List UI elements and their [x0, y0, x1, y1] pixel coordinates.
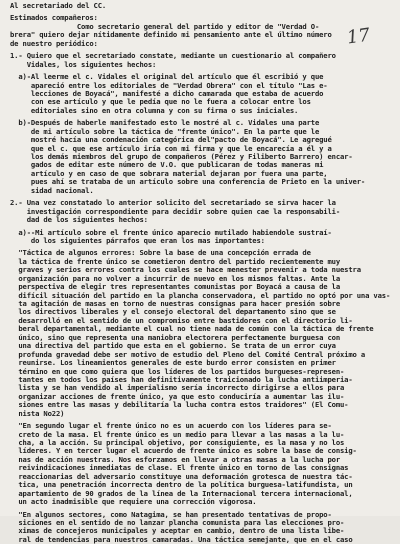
text-line: tica, una penetración incorrecta dentro de la política burguesa-latifundista, un — [10, 480, 353, 490]
text-line: de mi artículo sobre la táctica de "frente único". En la parte que le — [10, 126, 320, 136]
text-line: reaccionarias del adversario constituye una deformación grotesca de nuestra tác- — [10, 471, 353, 481]
text-line: Vidales, los siguientes hechos: — [10, 59, 157, 69]
text-line: nas de acción nuestras. Nos esforzamos en llevar a otras masas a la lucha por — [10, 454, 341, 464]
text-line: de nuestro periódico: — [10, 38, 98, 48]
text-line: único, sino que representa una maniobra electorera perfectamente burguesa con — [10, 332, 341, 342]
text-line: la táctica de frente único se cometieron dentro del partido recientemente muy — [10, 256, 341, 266]
text-line: Al secretariado del CC. — [10, 1, 107, 10]
text-line: desarrolló en el sentido de un compromiso entre bastidores con el directorio li- — [10, 315, 353, 325]
text-line: creto de la masa. El frente único es un medio para llevar a las masas a la lu- — [10, 429, 345, 439]
text-line: "Táctica de algunos errores: Sobre la base de una concepción errada de — [10, 248, 311, 258]
text-line: Como secretario general del partido y editor de "Verdad O- — [10, 21, 320, 31]
text-line: "En segundo lugar el frente único no es un acuerdo con los líderes para se- — [10, 421, 332, 431]
text-line: organizar acciones de frente único, ya que esto conduciría a aumentar las ilu- — [10, 391, 345, 401]
text-line: brera" quiero dejar nítidamente definido mi pensamiento ante el último número — [10, 30, 332, 40]
text-line: que el c. que ese artículo iría con mi firma y que le encarecía a él y a — [10, 143, 332, 153]
text-line: lecciones de Boyacá", manifesté a dicho camarada que estaba de acuerdo — [10, 88, 324, 98]
text-line: 2.- Una vez constatado lo anterior solicito del secretariado se sirva hacer la — [10, 198, 336, 208]
text-line: líderes. Y en tercer lugar el acuerdo de frente único es sobre la base de consig- — [10, 446, 357, 456]
text-line: gados de editar este número de V.O. que publicaran de todas maneras mi — [10, 160, 324, 170]
text-line: profunda gravedad debe ser motivo de estudio del Pleno del Comité Central próximo a — [10, 349, 366, 359]
text-line: difícil situación del partido en la plancha conservadora, el partido no optó por una vas- — [10, 290, 391, 300]
text-line: término en que como quiera que los líderes de los partidos burgueses-represen- — [10, 366, 345, 376]
text-line: con ese artículo y que le pedía que no le fuera a colocar entre los — [10, 97, 311, 107]
text-line: editoriales sino en otra columna y con su firma o sus iniciales. — [10, 105, 299, 115]
text-line: nista No22) — [10, 408, 65, 418]
text-line: pues ahí se trataba de un artículo sobre una conferencia de Prieto en la univer- — [10, 177, 366, 187]
text-line: un acto inadmisible que requiere una corrección vigorosa. — [10, 497, 257, 507]
text-line: sidad nacional. — [10, 185, 94, 195]
text-line: graves y serios errores contra los cuales se hace menester prevenir a toda nuestra — [10, 265, 361, 275]
text-line: reunirse. Los lineamientos generales de este burdo error consisten en primer — [10, 358, 336, 368]
text-line: perspectiva de elegir tres representantes comunistas por Boyacá a causa de la — [10, 282, 341, 292]
text-line: cha, a la acción. Su principal objetivo, por consiguiente, es la masa y no los — [10, 438, 345, 447]
text-line: tantes en todos los países han definitivamente traicionado la lucha antiimperia- — [10, 374, 353, 384]
text-line: reivindicaciones inmediatas de clase. El frente único en torno de las consignas — [10, 463, 349, 473]
text-line: organización para no volver a incurrir de nuevo en los mismos faltas. Ante la — [10, 273, 341, 283]
text-line: ral de tendencias para nuestros camaradas. Una táctica semejante, que en el caso — [10, 534, 353, 544]
text-line: b)-Después de haberle manifestado esto le mostré al c. Vidales una parte — [10, 118, 320, 128]
text-line: investigación correspondiente para decidir sobre quien cae la responsabili- — [10, 206, 341, 216]
text-line: dad de los siguientes hechos: — [10, 215, 148, 225]
text-line: a)--Mi artículo sobre el frente único aparecio mutilado habiendole sustraí- — [10, 227, 332, 237]
text-line: siciones en el sentido de no lanzar plancha comunista para las elecciones pro- — [10, 517, 345, 527]
text-line: lista y se han vendido al imperialismo sería incorrecto dirigirse a ellos para — [10, 383, 345, 393]
handwritten-page-number: 17 — [345, 24, 372, 49]
text-line: una directiva del partido que esta en el gobierno. Se trata de un error cuya — [10, 341, 336, 351]
typewritten-letter-body — [10, 2, 394, 544]
text-line: apareció entre los editoriales de "Verdad Obrera" con el título "Las e- — [10, 80, 328, 90]
text-line: apartamiento de 90 grados de la línea de la Internacional tercera internacional, — [10, 488, 353, 498]
text-line: 1.- Quiero que el secretariado constate, mediante un cuestionario al compañero — [10, 51, 336, 61]
text-line: "En algunos sectores, como Natagima, se han presentado tentativas de propo- — [10, 509, 332, 519]
text-line: siones entre las masas y debilitaría la lucha contra estos traidores" (El Comu- — [10, 400, 349, 410]
text-line: Estimados compañeros: — [10, 13, 98, 23]
text-line: artículo y en caso de que sobrara material dejaran por fuera una parte, — [10, 168, 328, 178]
text-line: do los siguientes párrafos que eran los mas importantes: — [10, 235, 265, 245]
text-line: a)-Al leerme el c. Vidales el original del artículo que él escribió y que — [10, 72, 324, 82]
text-line: los demás miembros del grupo de compañeros (Pérez y Filiberto Barrero) encar- — [10, 152, 353, 161]
text-line: ximas de concejeros municipales y aceptar en cambio, dentro de una lista libe- — [10, 526, 345, 536]
text-line: beral departamental, mediante el cual no tiene nada de común con la táctica de frente — [10, 324, 374, 334]
text-line: ta agitación de masas en torno de nuestras consignas para hacer presión sobre — [10, 299, 341, 308]
text-line: mostré hacía una condenación categórica del"pacto de Boyacá". Le agregué — [10, 135, 332, 145]
text-line: los directivos liberales y el consejo electoral del departamento sino que se — [10, 307, 336, 317]
